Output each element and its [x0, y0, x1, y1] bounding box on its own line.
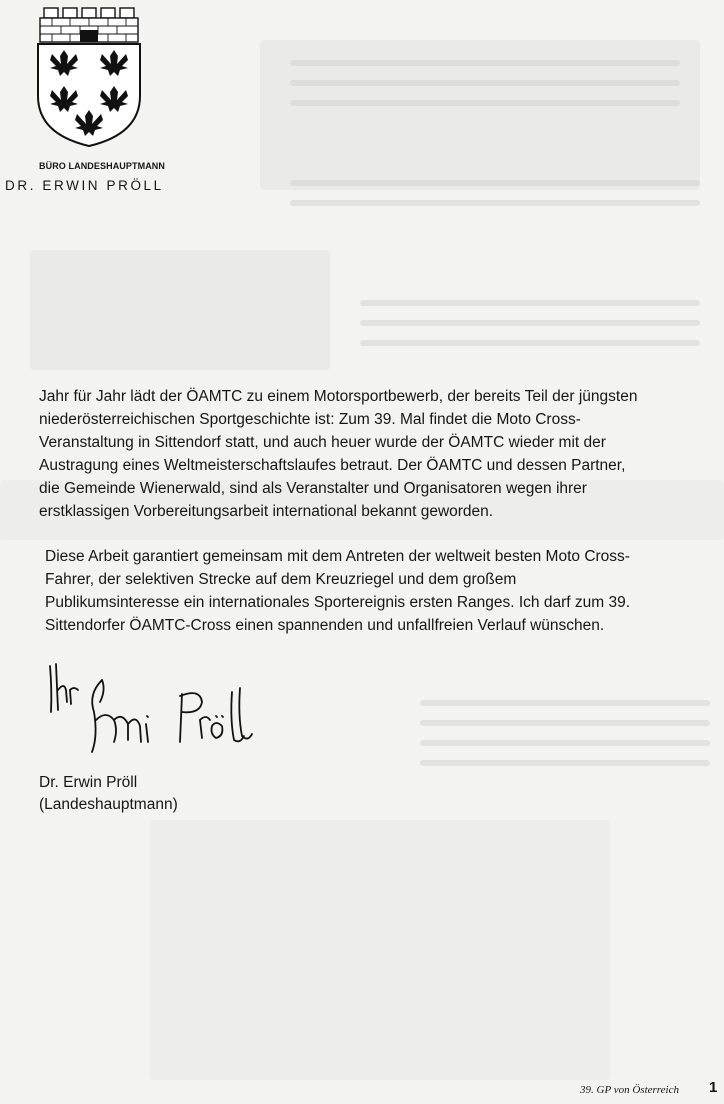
- letter-paragraph-1: [39, 385, 709, 523]
- footer-page-number: 1: [709, 1079, 718, 1096]
- letterhead-office-title: BÜRO LANDESHAUPTMANN: [39, 161, 165, 171]
- paragraph-line: die Gemeinde Wienerwald, sind als Veranstalter und Organisatoren wegen ihrer: [39, 480, 587, 497]
- lower-austria-coat-of-arms-icon: [30, 4, 148, 150]
- footer-publication: 39. GP von Österreich: [580, 1084, 679, 1096]
- background-bleed-bottom: [150, 820, 610, 1080]
- paragraph-line: Diese Arbeit garantiert gemeinsam mit dem Antreten der weltweit besten Moto Cross-: [45, 548, 630, 565]
- background-bleed-line: [290, 100, 680, 106]
- background-bleed-line: [420, 720, 710, 726]
- background-bleed-line: [360, 340, 700, 346]
- background-bleed-line: [420, 700, 710, 706]
- background-bleed-line: [290, 200, 700, 206]
- background-bleed-line: [420, 760, 710, 766]
- background-bleed-line: [290, 180, 700, 186]
- letterhead-office-name: DR. ERWIN PRÖLL: [5, 178, 164, 193]
- signer-role: (Landeshauptmann): [39, 796, 178, 813]
- paragraph-line: Sittendorfer ÖAMTC-Cross einen spannenden und unfallfreien Verlauf wünschen.: [45, 617, 605, 634]
- handwritten-signature: [40, 660, 260, 760]
- paragraph-line: Fahrer, der selektiven Strecke auf dem Kreuzriegel und dem großem: [45, 571, 517, 588]
- paragraph-line: Publikumsinteresse ein internationales Sportereignis ersten Ranges. Ich darf zum 39.: [45, 594, 631, 611]
- background-bleed-line: [290, 80, 680, 86]
- paragraph-line: Jahr für Jahr lädt der ÖAMTC zu einem Motorsportbewerb, der bereits Teil der jüngsten: [39, 388, 638, 405]
- background-bleed-photo: [30, 250, 330, 370]
- background-bleed-line: [420, 740, 710, 746]
- background-bleed-line: [360, 320, 700, 326]
- signer-name: Dr. Erwin Pröll: [39, 774, 138, 791]
- background-bleed-line: [290, 60, 680, 66]
- paragraph-line: Austragung eines Weltmeisterschaftslaufes betraut. Der ÖAMTC und dessen Partner,: [39, 457, 626, 474]
- paragraph-line: Veranstaltung in Sittendorf statt, und auch heuer wurde der ÖAMTC wieder mit der: [39, 434, 606, 451]
- paragraph-line: niederösterreichischen Sportgeschichte ist: Zum 39. Mal findet die Moto Cross-: [39, 411, 581, 428]
- background-bleed-line: [360, 300, 700, 306]
- paragraph-line: erstklassigen Vorbereitungsarbeit international bekannt geworden.: [39, 503, 494, 520]
- letter-paragraph-2: [39, 545, 709, 637]
